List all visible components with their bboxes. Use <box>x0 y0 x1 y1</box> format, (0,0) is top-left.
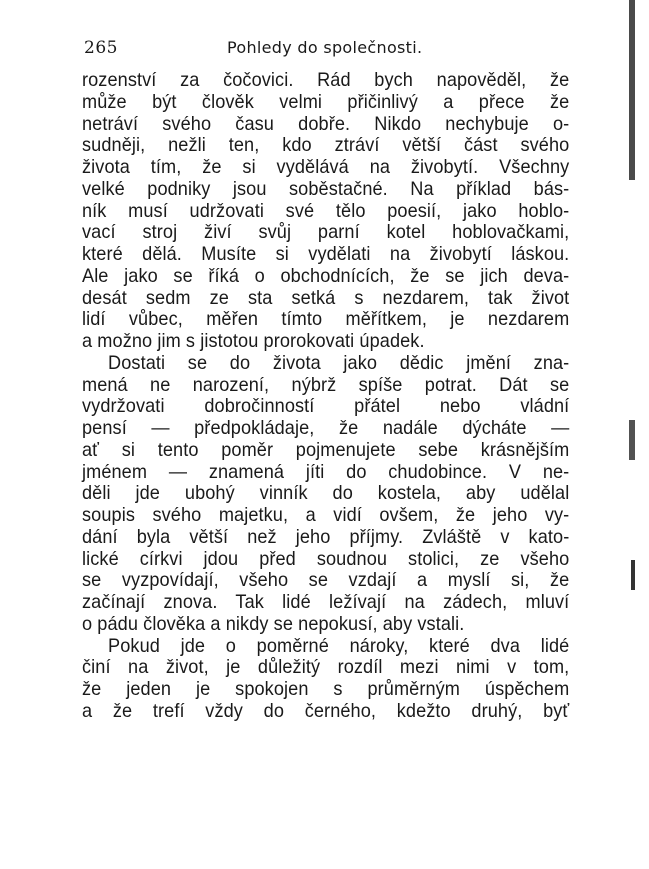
text-line: a že trefí vždy do černého, kdežto druhý, byť <box>82 699 570 722</box>
text-line: se vyzpovídají, všeho se vzdají a myslí si, že <box>82 569 570 592</box>
text-line: Ale jako se říká o obchodnících, že se jich deva- <box>82 264 570 287</box>
text-line: a možno jim s jistotou prorokovati úpadek. <box>82 330 425 352</box>
text-line: děli jde ubohý vinník do kostela, aby udělal <box>82 482 570 505</box>
text-line: činí na život, je důležitý rozdíl mezi nimi v tom, <box>82 656 570 679</box>
text-line: může být člověk velmi přičinlivý a přece že <box>82 90 570 113</box>
page-header <box>84 38 566 64</box>
text-line: Pokud jde o poměrné nároky, které dva lidé <box>108 634 570 657</box>
text-line: dání byla větší než jeho příjmy. Zvláště v kato- <box>82 525 570 548</box>
page-edge-shadow <box>629 0 635 869</box>
text-line: lidí vůbec, měřen tímto měřítkem, je nezdarem <box>82 308 570 331</box>
text-line: ník musí udržovati své tělo poesií, jako hoblo- <box>82 199 570 222</box>
text-line: velké podniky jsou soběstačné. Na příklad bás- <box>82 177 570 200</box>
body-text <box>82 70 569 723</box>
text-line: vydržovati dobročinností přátel nebo vládní <box>82 395 570 418</box>
text-line: desát sedm ze sta setká s nezdarem, tak život <box>82 286 570 309</box>
text-line: o pádu člověka a nikdy se nepokusí, aby vstali. <box>82 612 465 635</box>
text-line: lické církvi jdou před soudnou stolici, ze všeho <box>82 547 570 570</box>
page-edge-mark <box>631 560 635 590</box>
text-line: sudněji, nežli ten, kdo ztráví větší část svého <box>82 134 570 157</box>
text-line: vací stroj živí svůj parní kotel hoblovačkami, <box>82 221 570 244</box>
running-title: Pohledy do společnosti. <box>227 38 423 57</box>
text-line: netráví svého času dobře. Nikdo nechybuje o- <box>82 112 570 135</box>
text-line: rozenství za čočovici. Rád bych napověděl, že <box>82 69 570 91</box>
text-line: soupis svého majetku, a vidí ovšem, že jeho vy- <box>82 504 570 526</box>
text-line: pensí — předpokládaje, že nadále dýcháte — <box>82 417 570 439</box>
text-line: jménem — znamená jíti do chudobince. V ne- <box>82 460 570 483</box>
text-line: že jeden je spokojen s průměrným úspěchem <box>82 678 570 700</box>
text-line: začínají znova. Tak lidé ležívají na zádech, mluví <box>82 591 570 613</box>
text-line: které dělá. Musíte si vydělati na živobytí láskou. <box>82 243 570 265</box>
text-line: ať si tento poměr pojmenujete sebe krásnějším <box>82 438 570 461</box>
text-line: mená ne narození, nýbrž spíše potrat. Dát se <box>82 373 570 396</box>
text-line: Dostati se do života jako dědic jmění zna- <box>108 351 570 374</box>
text-line: života tím, že si vydělává na živobytí. Všechny <box>82 156 570 178</box>
page-number: 265 <box>84 38 118 58</box>
